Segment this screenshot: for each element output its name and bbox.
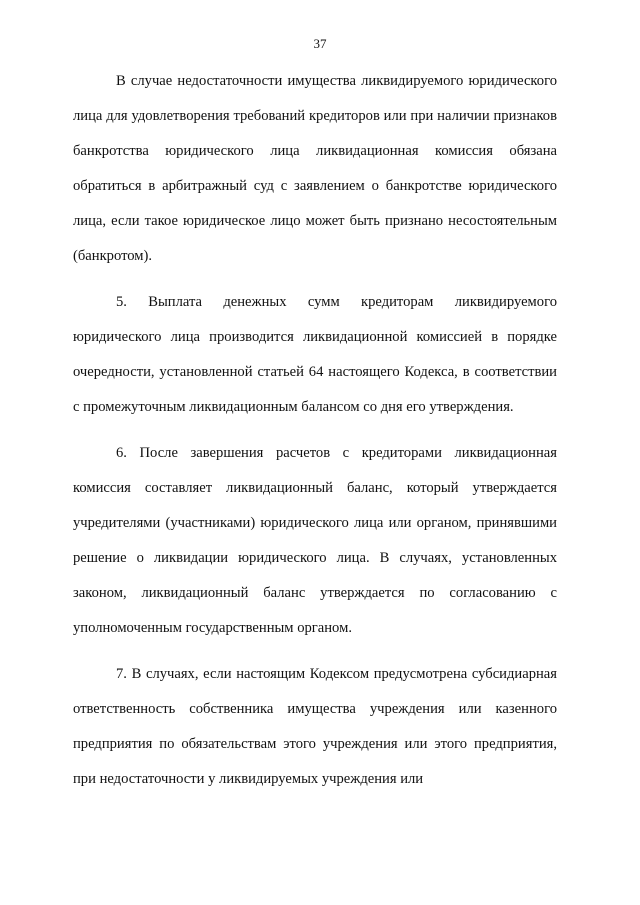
document-body [73,64,557,808]
paragraph-item-6: 6. После завершения расчетов с кредиторами ликвидационная комиссия составляет ликвидационный баланс, который утверждается учредителями (участниками) юридического лица или органом, принявшими решение о ликвидации юридического лица. В случаях, установленных законом, ликвидационный баланс утверждается по согласованию с уполномоченным государственным органом. [73,445,557,636]
paragraph-item-7: 7. В случаях, если настоящим Кодексом предусмотрена субсидиарная ответственность собственника имущества учреждения или казенного предприятия по обязательствам этого учреждения или этого предприятия, при недостаточности у ликвидируемых учреждения или [73,666,557,787]
paragraph-item-5: 5. Выплата денежных сумм кредиторам ликвидируемого юридического лица производится ликвидационной комиссией в порядке очередности, установленной статьей 64 настоящего Кодекса, в соответствии с промежуточным ликвидационным балансом со дня его утверждения. [73,294,557,415]
paragraph-insufficient-assets: В случае недостаточности имущества ликвидируемого юридического лица для удовлетворения требований кредиторов или при наличии признаков банкротства юридического лица ликвидационная комиссия обязана обратиться в арбитражный суд с заявлением о банкротстве юридического лица, если такое юридическое лицо может быть признано несостоятельным (банкротом). [73,73,557,264]
page-number: 37 [313,36,327,51]
